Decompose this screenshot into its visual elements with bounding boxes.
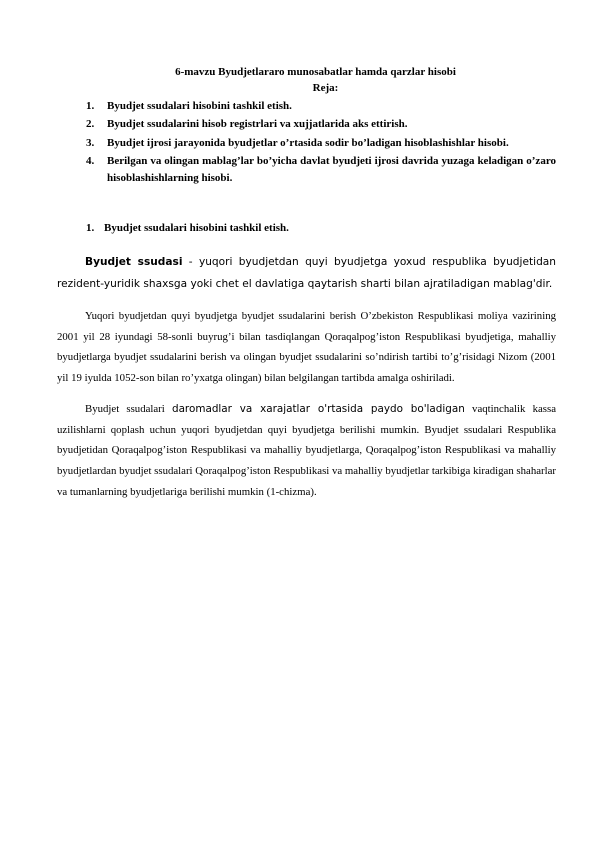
- paragraph-2-part-2: daromadlar va xarajatlar o'rtasida paydo bo'ladigan: [171, 403, 465, 416]
- section-title: Byudjet ssudalari hisobini tashkil etish.: [104, 222, 289, 235]
- body-paragraph-1: Yuqori byudjetdan quyi byudjetga byudjet ssudalarini berish O’zbekiston Respublikasi moliya vazirining 2001 yil 28 iyundagi 58-sonli buyrug’i bilan tasdiqlangan Qoraqalpog’iston Respublikasi byudjetiga, mahalliy byudjetlarga byudjet ssudalarini berish va olingan byudjet ssudalarini so’ndirish tartibi to’g’risidagi Nizom (2001 yil 19 iyulda 1052-son bilan ro’yxatga olingan) bilan belgilangan tartibda amalga oshiriladi.: [57, 310, 556, 384]
- plan-item-number: 3.: [86, 136, 95, 149]
- plan-item-text: Berilgan va olingan mablag’lar bo’yicha davlat byudjeti ijrosi davrida yuzaga keladigan o’zaro hisoblashishlarning hisobi.: [107, 154, 556, 184]
- plan-list: [57, 98, 556, 186]
- section-heading: [57, 220, 556, 236]
- definition-text: - yuqori byudjetdan quyi byudjetga yoxud respublika byudjetidan rezident-yuridik shaxsga yoki chet el davlatiga qaytarish sharti bilan ajratiladigan mablag'dir.: [57, 256, 556, 290]
- plan-item: [57, 135, 556, 152]
- plan-item-text: Byudjet ssudalarini hisob registrlari va xujjatlarida aks ettirish.: [107, 118, 408, 131]
- plan-item-text: Byudjet ssudalari hisobini tashkil etish.: [107, 100, 292, 112]
- document-title: 6-mavzu Byudjetlararo munosabatlar hamda qarzlar hisobi: [175, 66, 456, 78]
- document-page: [57, 64, 556, 513]
- plan-item: [57, 116, 556, 133]
- plan-item-text: Byudjet ijrosi jarayonida byudjetlar o’rtasida sodir bo’ladigan hisoblashishlar hisobi.: [107, 136, 509, 149]
- body-paragraph-2: [57, 399, 556, 502]
- paragraph-2-part-3: vaqtinchalik kassa uzilishlarni qoplash uchun yuqori byudjetdan quyi byudjetga berilishi mumkin. Byudjet ssudalari Respublika byudjetidan Qoraqalpog’iston Respublikasi va mahalliy byudjetlarga, Qoraqalpog’iston Respublikasi va mahalliy byudjetlardan byudjet ssudalari Qoraqalpog’iston Respublikasi va mahalliy byudjetlar tarkibiga kiradigan shaharlar va tumanlarning byudjetlariga berilishi mumkin (1-chizma).: [57, 403, 556, 498]
- plan-item-number: 4.: [86, 154, 95, 167]
- definition-paragraph: [57, 252, 556, 295]
- plan-item-number: 2.: [86, 118, 95, 131]
- section-number: 1.: [86, 222, 95, 235]
- definition-term: Byudjet ssudasi: [85, 256, 183, 269]
- plan-item-number: 1.: [86, 100, 95, 112]
- plan-item: [57, 98, 556, 115]
- plan-item: [57, 153, 556, 187]
- plan-heading: Reja:: [312, 82, 339, 94]
- paragraph-2-part-1: Byudjet ssudalari: [85, 403, 172, 416]
